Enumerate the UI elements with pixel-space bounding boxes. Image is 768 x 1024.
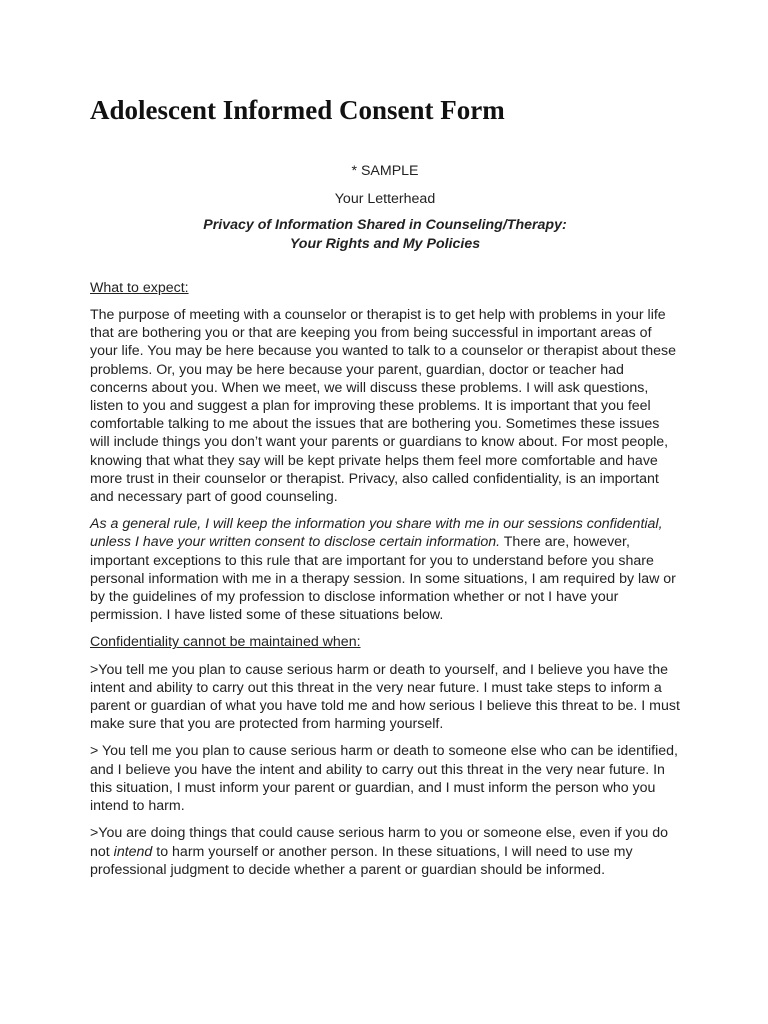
purpose-paragraph: The purpose of meeting with a counselor or therapist is to get help with problems in your life that are bothering you or that are keeping you from being successful in important areas of your life. You may be here because you wanted to talk to a counselor or therapist about these problems. Or, you may be here because your parent, guardian, doctor or teacher had concerns about you. When we meet, we will discuss these problems. I will ask questions, listen to you and suggest a plan for improving these problems. It is important that you feel comfortable talking to me about the issues that are bothering you. Sometimes these issues will include things you don’t want your parents or guardians to know about. For most people, knowing that what they say will be kept private helps them feel more comfortable and have more trust in their counselor or therapist. Privacy, also called confidentiality, is an important and necessary part of good counseling. xyxy=(90,307,677,506)
exception-harm-others: > You tell me you plan to cause serious harm or death to someone else who can be identified, and I believe you have the intent and ability to carry out this threat in the very near future. In this situation, I must inform your parent or guardian, and I must inform the person who you intend to harm. xyxy=(90,743,678,815)
risky-behavior-text-start: >You are doing things that could cause serious harm to you or someone else, even if you do not xyxy=(90,825,668,860)
document-subtitle xyxy=(90,216,680,252)
general-rule-paragraph xyxy=(90,515,680,624)
what-to-expect-heading: What to expect: xyxy=(90,279,189,296)
risky-behavior-text-end: to harm yourself or another person. In these situations, I will need to use my professional judgment to decide whether a parent or guardian should be informed. xyxy=(90,843,633,878)
exception-risky-behavior xyxy=(90,824,680,879)
subtitle-line-1: Privacy of Information Shared in Counseling/Therapy: xyxy=(203,217,567,234)
document-body xyxy=(90,162,680,888)
general-rule-text: There are, however, important exceptions to this rule that are important for you to understand before you share personal information with me in a therapy session. In some situations, I am required by law or by the guidelines of my profession to disclose information whether or not I have your permission. I have listed some of these situations below. xyxy=(90,534,676,624)
document-title: Adolescent Informed Consent Form xyxy=(90,95,505,125)
risky-behavior-italic-word: intend xyxy=(113,843,153,860)
subtitle-line-2: Your Rights and My Policies xyxy=(289,235,481,252)
letterhead-placeholder: Your Letterhead xyxy=(334,191,436,208)
sample-label: * SAMPLE xyxy=(351,163,419,179)
confidentiality-heading: Confidentiality cannot be maintained when: xyxy=(90,634,361,651)
exception-self-harm: >You tell me you plan to cause serious harm or death to yourself, and I believe you have the intent and ability to carry out this threat in the very near future. I must take steps to inform a parent or guardian of what you have told me and how serious I believe this threat to be. I must make sure that you are protected from harming yourself. xyxy=(90,661,680,733)
general-rule-italic-text: As a general rule, I will keep the information you share with me in our sessions confidential, unless I have your written consent to disclose certain information. xyxy=(90,516,663,551)
